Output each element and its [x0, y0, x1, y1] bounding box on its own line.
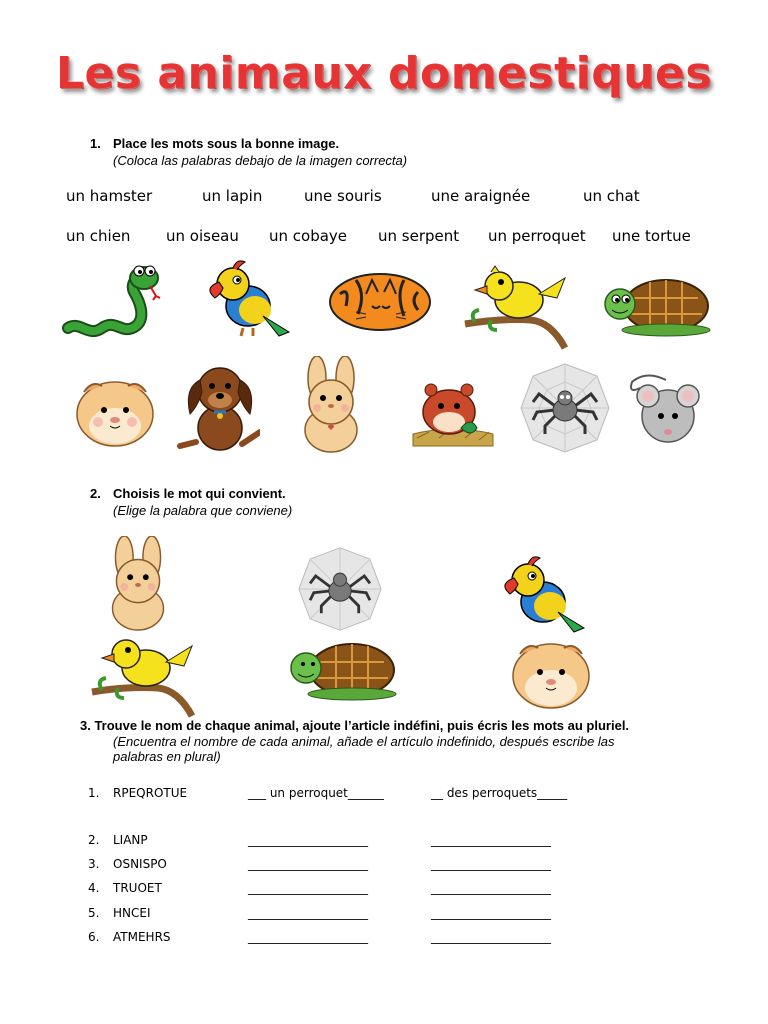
exercise-row-number: 3.	[88, 857, 100, 871]
section1-number: 1.	[90, 136, 101, 151]
scrambled-word: RPEQROTUE	[113, 786, 188, 800]
exercise-row-number: 4.	[88, 881, 100, 895]
rabbit-illustration	[287, 356, 375, 454]
exercise-row-number: 5.	[88, 906, 100, 920]
exercise-row-number: 2.	[88, 833, 100, 847]
scrambled-word: ATMEHRS	[113, 930, 171, 944]
scrambled-word: OSNISPO	[113, 857, 167, 871]
section2-instruction: Choisis le mot qui convient.	[113, 486, 286, 501]
word-bank-item: un hamster	[66, 187, 153, 205]
word-bank-item: un lapin	[202, 187, 263, 205]
plural-answer[interactable]: ____________________	[431, 930, 551, 944]
scrambled-word: TRUOET	[113, 881, 162, 895]
singular-answer[interactable]: ___ un perroquet______	[248, 786, 384, 800]
bird-illustration	[461, 264, 573, 350]
section1-instruction: Place les mots sous la bonne image.	[113, 136, 340, 151]
guinea-pig-illustration-2	[508, 636, 594, 712]
word-bank-item: un oiseau	[166, 227, 239, 245]
word-bank-item: un perroquet	[488, 227, 586, 245]
section1-translation: (Coloca las palabras debajo de la imagen correcta)	[113, 153, 408, 168]
singular-answer[interactable]: ____________________	[248, 906, 368, 920]
scrambled-word: HNCEI	[113, 906, 151, 920]
singular-answer[interactable]: ____________________	[248, 881, 368, 895]
page-title: Les animaux domestiques	[55, 48, 713, 99]
spider-illustration	[519, 362, 611, 454]
singular-answer[interactable]: ____________________	[248, 930, 368, 944]
word-bank-item: un chat	[583, 187, 640, 205]
snake-illustration	[60, 262, 165, 344]
parrot-illustration	[193, 258, 293, 340]
exercise-row-number: 6.	[88, 930, 100, 944]
word-bank-item: une souris	[304, 187, 382, 205]
plural-answer[interactable]: ____________________	[431, 906, 551, 920]
rabbit-illustration-2	[94, 536, 182, 632]
parrot-illustration-2	[488, 554, 588, 636]
mouse-illustration	[626, 370, 706, 448]
dog-illustration	[176, 362, 260, 456]
singular-answer[interactable]: ____________________	[248, 857, 368, 871]
plural-answer[interactable]: ____________________	[431, 881, 551, 895]
word-bank-item: une tortue	[612, 227, 691, 245]
word-bank-item: un cobaye	[269, 227, 348, 245]
singular-answer[interactable]: ____________________	[248, 833, 368, 847]
section2-translation: (Elige la palabra que conviene)	[113, 503, 293, 518]
section3-translation-line2: palabras en plural)	[113, 749, 221, 764]
guinea-pig-illustration	[72, 374, 158, 450]
section2-number: 2.	[90, 486, 101, 501]
plural-answer[interactable]: ____________________	[431, 833, 551, 847]
scrambled-word: LIANP	[113, 833, 148, 847]
word-bank-item: une araignée	[431, 187, 531, 205]
plural-answer[interactable]: ____________________	[431, 857, 551, 871]
word-bank-item: un serpent	[378, 227, 460, 245]
section3-translation-line1: (Encuentra el nombre de cada animal, añade el artículo indefinido, después escribe las	[113, 734, 615, 749]
bird-illustration-2	[88, 632, 200, 718]
spider-illustration-2	[294, 546, 386, 632]
cat-illustration	[326, 264, 434, 334]
turtle-illustration	[602, 272, 712, 338]
word-bank-item: un chien	[66, 227, 131, 245]
turtle-illustration-2	[288, 636, 398, 702]
hamster-illustration	[409, 372, 497, 450]
plural-answer[interactable]: __ des perroquets_____	[431, 786, 568, 800]
exercise-row-number: 1.	[88, 786, 100, 800]
section3-instruction: 3. Trouve le nom de chaque animal, ajoute l’article indéfini, puis écris les mots au pluriel.	[80, 718, 630, 733]
